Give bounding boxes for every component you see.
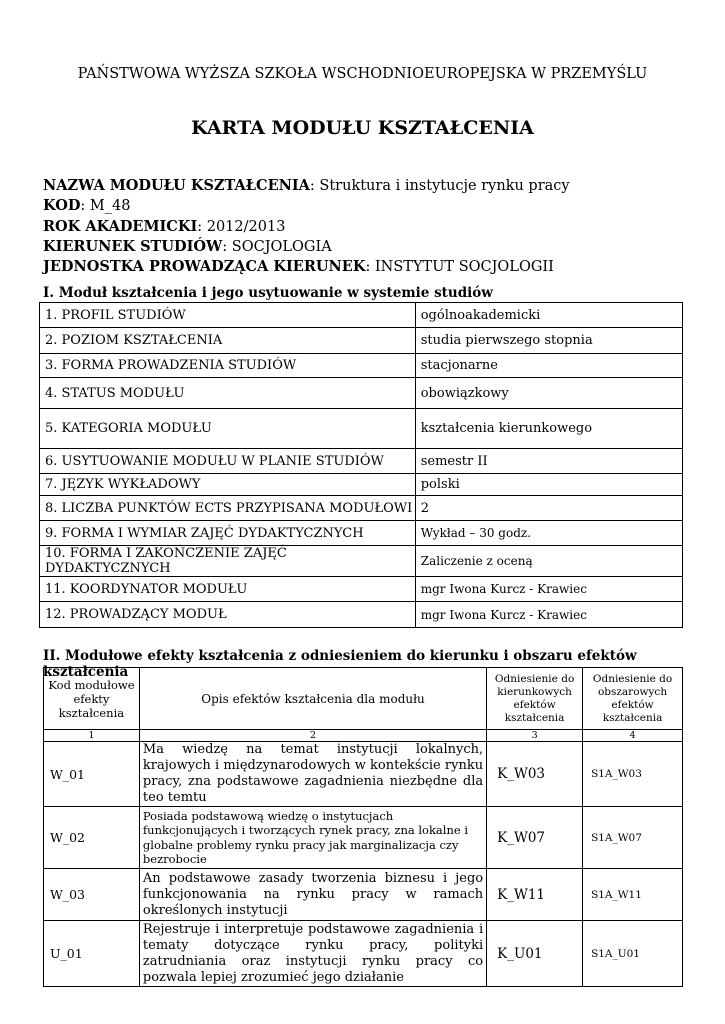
header-field-reference: Odniesienie do kierunkowych efektów kształcenia — [487, 668, 583, 730]
row-label: 7. JĘZYK WYKŁADOWY — [40, 474, 416, 496]
outcome-code: W_01 — [44, 742, 140, 807]
module-metadata — [43, 176, 683, 277]
table-row — [40, 602, 683, 628]
table-row — [44, 921, 683, 987]
row-label: 9. FORMA I WYMIAR ZAJĘĆ DYDAKTYCZNYCH — [40, 521, 416, 546]
outcome-field-reference: K_W11 — [487, 869, 583, 921]
header-description: Opis efektów kształcenia dla modułu — [139, 668, 486, 730]
meta-module-name-label: NAZWA MODUŁU KSZTAŁCENIA — [43, 177, 310, 194]
outcome-description: An podstawowe zasady tworzenia biznesu i jego funkcjonowania na rynku pracy w ramach określonych instytucji — [139, 869, 486, 921]
meta-code — [43, 196, 683, 216]
column-number: 3 — [487, 730, 583, 742]
table-row — [44, 807, 683, 869]
outcome-field-reference: K_W03 — [487, 742, 583, 807]
row-value: Zaliczenie z oceną — [415, 546, 682, 577]
row-label: 3. FORMA PROWADZENIA STUDIÓW — [40, 354, 416, 378]
table-row — [40, 328, 683, 354]
outcome-description: Rejestruje i interpretuje podstawowe zagadnienia i tematy dotyczące rynku pracy, polityki zatrudniania oraz instytucji rynku pracy co pozwala lepiej zrozumieć jego działanie — [139, 921, 486, 987]
table-row — [40, 354, 683, 378]
table-row — [40, 521, 683, 546]
outcome-code: W_03 — [44, 869, 140, 921]
outcome-field-reference: K_U01 — [487, 921, 583, 987]
row-label: 10. FORMA I ZAKOŃCZENIE ZAJĘĆ DYDAKTYCZNYCH — [40, 546, 416, 577]
section2-title: II. Modułowe efekty kształcenia z odniesieniem do kierunku i obszaru efektów kształcenia — [43, 648, 637, 680]
outcome-area-reference: S1A_W03 — [583, 742, 683, 807]
row-label: 11. KOORDYNATOR MODUŁU — [40, 577, 416, 602]
row-value: 2 — [415, 496, 682, 521]
outcome-description: Posiada podstawową wiedzę o instytucjach funkcjonujących i tworzących rynek pracy, zna lokalne i globalne problemy rynku pracy jak marginalizacja czy bezrobocie — [139, 807, 486, 869]
row-label: 6. USYTUOWANIE MODUŁU W PLANIE STUDIÓW — [40, 449, 416, 474]
meta-module-name — [43, 176, 683, 196]
row-value: semestr II — [415, 449, 682, 474]
section1-title: I. Moduł kształcenia i jego usytuowanie w systemie studiów — [43, 285, 493, 301]
row-label: 1. PROFIL STUDIÓW — [40, 303, 416, 328]
module-info-table — [39, 302, 683, 628]
row-value: kształcenia kierunkowego — [415, 409, 682, 449]
meta-academic-year-label: ROK AKADEMICKI — [43, 217, 198, 235]
row-label: 2. POZIOM KSZTAŁCENIA — [40, 328, 416, 354]
row-value: ogólnoakademicki — [415, 303, 682, 328]
table-header-row — [44, 668, 683, 730]
outcome-area-reference: S1A_W07 — [583, 807, 683, 869]
table-row — [40, 449, 683, 474]
university-name: PAŃSTWOWA WYŻSZA SZKOŁA WSCHODNIOEUROPEJSKA W PRZEMYŚLU — [77, 66, 648, 82]
row-value: Wykład – 30 godz. — [415, 521, 682, 546]
column-number-row — [44, 730, 683, 742]
outcome-area-reference: S1A_W11 — [583, 869, 683, 921]
table-row — [40, 409, 683, 449]
table-row — [40, 378, 683, 409]
column-number: 4 — [583, 730, 683, 742]
document-title: KARTA MODUŁU KSZTAŁCENIA — [191, 117, 534, 139]
row-label: 4. STATUS MODUŁU — [40, 378, 416, 409]
meta-unit-label: JEDNOSTKA PROWADZĄCA KIERUNEK — [43, 258, 366, 276]
outcome-code: U_01 — [44, 921, 140, 987]
meta-module-name-value: : Struktura i instytucje rynku pracy — [309, 178, 570, 194]
column-number: 2 — [139, 730, 486, 742]
table-row — [44, 742, 683, 807]
row-label: 12. PROWADZĄCY MODUŁ — [40, 602, 416, 628]
table-row — [40, 474, 683, 496]
header-code: Kod modułowe efekty kształcenia — [44, 668, 140, 730]
header-area-reference: Odniesienie do obszarowych efektów kształcenia — [583, 668, 683, 730]
row-value: mgr Iwona Kurcz - Krawiec — [415, 602, 682, 628]
meta-unit — [43, 257, 683, 277]
row-value: polski — [415, 474, 682, 496]
meta-academic-year-value: : 2012/2013 — [197, 218, 286, 235]
meta-academic-year — [43, 217, 683, 237]
learning-outcomes-table — [43, 667, 683, 987]
meta-field-of-study-value: : SOCJOLOGIA — [222, 238, 332, 255]
row-value: obowiązkowy — [415, 378, 682, 409]
meta-field-of-study — [43, 237, 683, 257]
table-row — [44, 869, 683, 921]
outcome-code: W_02 — [44, 807, 140, 869]
meta-unit-value: : INSTYTUT SOCJOLOGII — [365, 259, 554, 276]
row-value: studia pierwszego stopnia — [415, 328, 682, 354]
table-row — [40, 546, 683, 577]
row-label: 5. KATEGORIA MODUŁU — [40, 409, 416, 449]
row-value: stacjonarne — [415, 354, 682, 378]
meta-code-label: KOD — [43, 197, 81, 215]
outcome-area-reference: S1A_U01 — [583, 921, 683, 987]
outcome-field-reference: K_W07 — [487, 807, 583, 869]
meta-field-of-study-label: KIERUNEK STUDIÓW — [43, 237, 223, 255]
column-number: 1 — [44, 730, 140, 742]
table-row — [40, 577, 683, 602]
row-label: 8. LICZBA PUNKTÓW ECTS PRZYPISANA MODUŁOWI — [40, 496, 416, 521]
outcome-description: Ma wiedzę na temat instytucji lokalnych, krajowych i międzynarodowych w kontekście rynku pracy, zna podstawowe zagadnienia niezbędne dla teo temtu — [139, 742, 486, 807]
meta-code-value: : M_48 — [80, 198, 131, 215]
table-row — [40, 303, 683, 328]
row-value: mgr Iwona Kurcz - Krawiec — [415, 577, 682, 602]
table-row — [40, 496, 683, 521]
